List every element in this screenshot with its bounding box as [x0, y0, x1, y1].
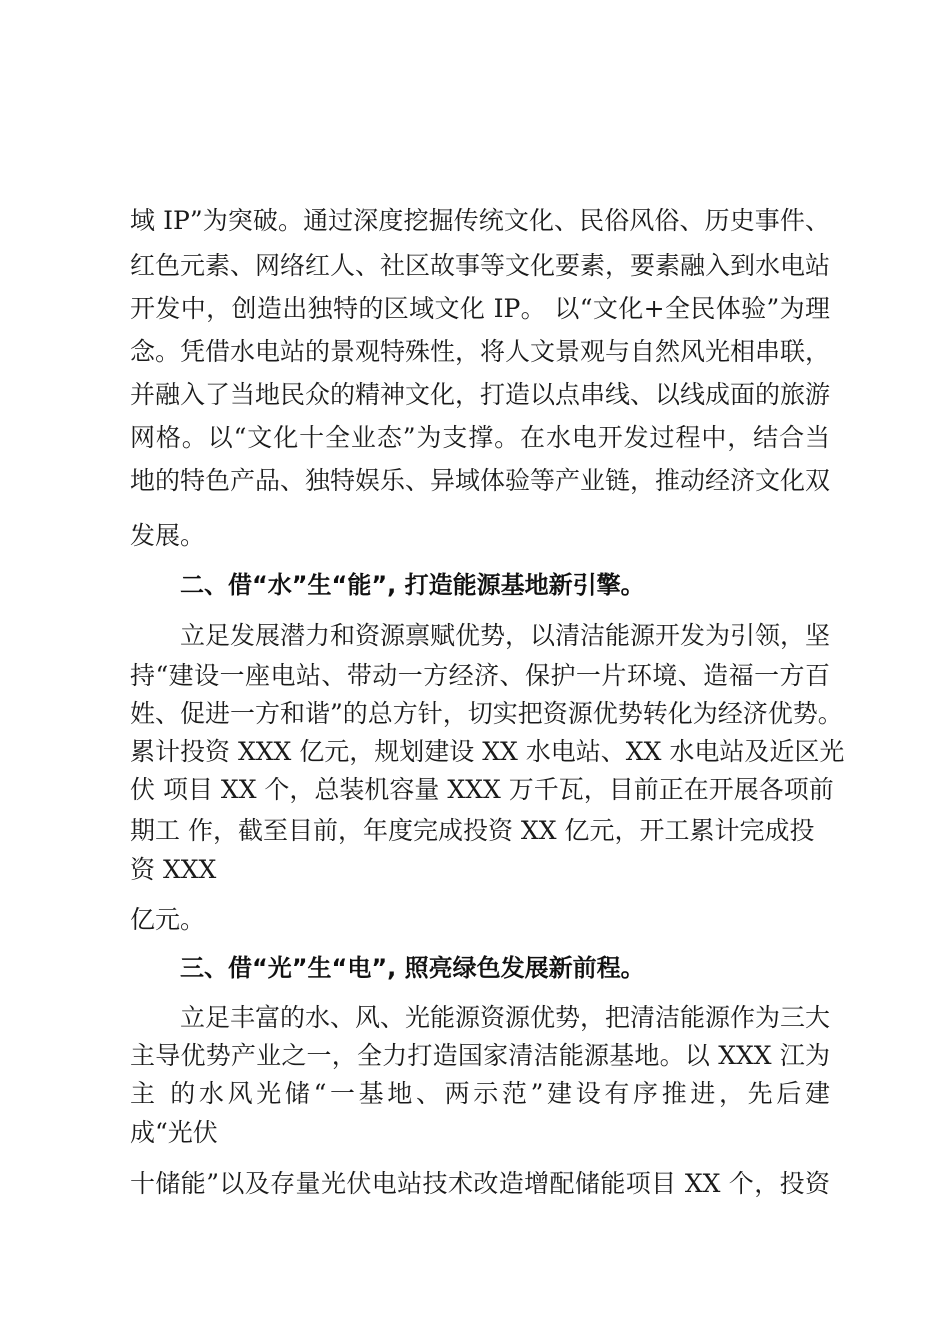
section3-line-2: 主导优势产业之一，全力打造国家清洁能源基地。以 XXX 江为 [130, 1041, 830, 1070]
paragraph1-line-3: 开发中，创造出独特的区域文化 IP。 以“文化+全民体验”为理 [130, 294, 830, 323]
section2-line-3: 姓、促进一方和谐”的总方针，切实把资源优势转化为经济优势。 [130, 699, 843, 728]
paragraph1-line-6: 网格。以“文化十全业态”为支撑。在水电开发过程中，结合当 [130, 423, 830, 452]
section2-line-7: 资 XXX [130, 855, 217, 884]
paragraph1-line-4: 念。凭借水电站的景观特殊性，将人文景观与自然风光相串联， [130, 337, 831, 366]
section3-line-1: 立足丰富的水、风、光能源资源优势，把清洁能源作为三大 [180, 1003, 831, 1032]
section2-line-5: 伏 项目 XX 个，总装机容量 XXX 万千瓦，目前正在开展各项前 [130, 775, 834, 804]
section3-heading: 三、借“光”生“电”, 照亮绿色发展新前程。 [180, 954, 645, 982]
section2-line-2: 持“建设一座电站、带动一方经济、保护一片环境、造福一方百 [130, 661, 830, 690]
section2-line-4: 累计投资 XXX 亿元，规划建设 XX 水电站、XX 水电站及近区光 [130, 737, 845, 766]
section2-line-8: 亿元。 [130, 905, 206, 934]
paragraph1-line-2: 红色元素、网络红人、社区故事等文化要素，要素融入到水电站 [130, 251, 831, 280]
section3-line-4: 成“光伏 [130, 1118, 218, 1147]
paragraph1-line-1: 域 IP”为突破。通过深度挖掘传统文化、民俗风俗、历史事件、 [130, 206, 830, 235]
paragraph1-line-7: 地的特色产品、独特娱乐、异域体验等产业链，推动经济文化双 [130, 466, 831, 495]
section2-line-1: 立足发展潜力和资源禀赋优势，以清洁能源开发为引领，坚 [180, 621, 831, 650]
section3-line-5: 十储能”以及存量光伏电站技术改造增配储能项目 XX 个，投资 [130, 1169, 830, 1198]
section2-line-6: 期工 作，截至目前，年度完成投资 XX 亿元，开工累计完成投 [130, 816, 815, 845]
paragraph1-line-5: 并融入了当地民众的精神文化，打造以点串线、以线成面的旅游 [130, 380, 831, 409]
section2-heading: 二、借“水”生“能”, 打造能源基地新引擎。 [180, 571, 645, 599]
paragraph1-line-8: 发展。 [130, 521, 206, 550]
section3-line-3: 主 的水风光储“一基地、两示范”建设有序推进，先后建 [130, 1079, 830, 1108]
